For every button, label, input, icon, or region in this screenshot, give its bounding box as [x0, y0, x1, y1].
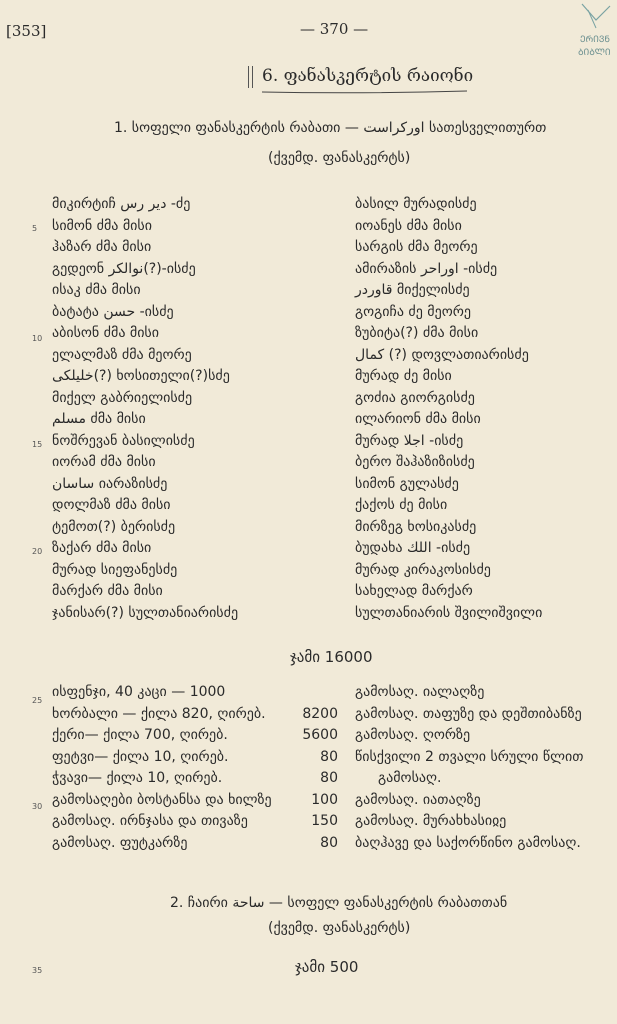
right-name-row: მირზეგ ხოსიკასძე [355, 518, 477, 535]
tax-right-row: გამოსაღ. თაფუზე და დეშთიბანზე [355, 705, 582, 722]
right-name-row: სულთანიარის შვილიშვილი [355, 604, 543, 621]
subsection-1-title: 1. სოფელი ფანასკერტის რაბათი — اوركراست სათესველითურთ [114, 120, 547, 136]
tax-right-row: გამოსაღ. მურახხასიჲე [355, 813, 507, 829]
tax-right-row: ბაღჰავე და საქორწინო გამოსაღ. [355, 834, 581, 851]
right-name-row: ილარიონ ძმა მისი [355, 411, 481, 427]
line-number: 20 [32, 547, 43, 556]
left-name-row: ჯანისარ(?) სულთანიარისძე [52, 604, 239, 621]
left-name-row: გედეონ نوالكر(?)-ისძე [52, 260, 196, 277]
right-name-row: სიმონ გულასძე [355, 475, 459, 492]
right-name-row: იოანეს ძმა მისი [355, 217, 462, 234]
subsection-2-note: (ქვემდ. ფანასკერტს) [268, 920, 411, 936]
section-title: 6. ფანასკერტის რაიონი [262, 66, 474, 86]
right-name-row: მურად კირაკოსისძე [355, 561, 491, 578]
tax-left-value: 5600 [302, 727, 338, 743]
subsection-2-title: 2. ჩაირი ساحة — სოფელ ფანასკერტის რაბათთან [170, 895, 508, 911]
tax-left-label: გამოსაღები ბოსტანსა და ხილზე [52, 791, 272, 808]
left-name-row: აბისონ ძმა მისი [52, 325, 159, 341]
section-underline [262, 90, 467, 94]
right-name-row: كمال (?) დოვლათიარისძე [355, 346, 529, 363]
right-name-row: გოგიჩა ძე მეორე [355, 303, 471, 320]
right-name-row: სახელად მარქარ [355, 583, 473, 599]
tax-left-label: ხორბალი — ქილა 820, ღირებ. [52, 705, 266, 722]
right-name-row: მურად اجلا -ისძე [355, 432, 464, 449]
line-number: 10 [32, 334, 43, 343]
right-name-row: ამირაზის اوراحر -ისძე [355, 260, 498, 277]
left-name-row: ტემოთ(?) ბერისძე [52, 518, 176, 535]
line-number: 5 [32, 224, 38, 233]
tax-left-value: 80 [320, 748, 338, 765]
section-bar [248, 66, 253, 88]
line-number: 25 [32, 696, 43, 705]
left-name-row: ელალმაზ ძმა მეორე [52, 346, 192, 363]
tax-right-row: გამოსაღ. [378, 770, 442, 786]
left-name-row: მარქარ ძმა მისი [52, 583, 163, 599]
tax-left-label: ჭვავი— ქილა 10, ღირებ. [52, 770, 223, 786]
page-number: — 370 — [300, 20, 369, 38]
tax-right-row: გამოსაღ. იალაღზე [355, 684, 485, 700]
tax-left-value: 100 [311, 791, 338, 808]
tax-left-label: ქერი— ქილა 700, ღირებ. [52, 727, 228, 743]
tax-left-value: 80 [320, 770, 338, 786]
left-name-row: مسلم ძმა მისი [52, 411, 146, 427]
tax-right-row: გამოსაღ. იათაღზე [355, 791, 481, 808]
tax-left-label: ფეტვი— ქილა 10, ღირებ. [52, 748, 229, 765]
tax-left-value: 80 [320, 834, 338, 851]
left-name-row: خليلكی(?) ხოსითელი(?)სძე [52, 368, 230, 384]
stamp-line1: ᲔᲠᲘᲕᲜ [580, 35, 610, 45]
left-name-row: სიმონ ძმა მისი [52, 217, 152, 234]
left-name-row: დოლმაზ ძმა მისი [52, 497, 171, 513]
tax-left-label: გამოსაღ. ირნჯასა და თივაზე [52, 813, 248, 829]
total-1: ჯამი 16000 [290, 648, 373, 666]
right-name-row: სარგის ძმა მეორე [355, 239, 478, 255]
right-name-row: მურად ძე მისი [355, 368, 452, 384]
left-name-row: ساسان იარაზისძე [52, 475, 168, 492]
right-name-row: قاوردر მიქელისძე [355, 282, 470, 298]
right-name-row: გოძია გიორგისძე [355, 389, 475, 406]
left-name-row: ჰაზარ ძმა მისი [52, 239, 152, 255]
left-name-row: მიქელ გაბრიელისძე [52, 389, 193, 406]
right-name-row: ქაქოს ძე მისი [355, 497, 448, 513]
right-name-row: ბასილ მურადისძე [355, 196, 477, 212]
tax-left-label: გამოსაღ. ფუტკარზე [52, 834, 188, 851]
left-name-row: ნოშრევან ბასილისძე [52, 432, 195, 449]
line-number: 15 [32, 440, 43, 449]
left-name-row: ზაქარ ძმა მისი [52, 540, 152, 556]
left-name-row: ბატატა حسن -ისძე [52, 303, 174, 320]
total-2: ჯამი 500 [295, 958, 359, 976]
line-number: 35 [32, 966, 43, 975]
left-name-row: იორამ ძმა მისი [52, 454, 156, 470]
left-name-row: მიკირტიჩ دیر رس -ძე [52, 196, 191, 212]
stamp-line2: ᲑᲘᲑᲚᲘ [578, 48, 611, 58]
left-name-row: ისაკ ძმა მისი [52, 282, 141, 298]
subsection-1-note: (ქვემდ. ფანასკერტს) [268, 150, 411, 166]
stamp-emblem-icon [566, 2, 617, 32]
tax-left-value: 150 [311, 813, 338, 829]
right-name-row: ბერო შაჰაზიზისძე [355, 454, 475, 470]
right-name-row: ზუბიტა(?) ძმა მისი [355, 325, 479, 341]
library-stamp [566, 2, 617, 58]
tax-left-label: ისფენჯი, 40 კაცი — 1000 [52, 684, 226, 700]
tax-right-row: წისქვილი 2 თვალი სრული წლით [355, 748, 584, 765]
tax-left-value: 8200 [302, 705, 338, 722]
line-number: 30 [32, 802, 43, 811]
left-name-row: მურად სიეფანესძე [52, 561, 178, 578]
right-name-row: ბუდახა اللك -ისძე [355, 540, 471, 556]
page-tag: [353] [6, 22, 47, 40]
tax-right-row: გამოსაღ. ღორზე [355, 727, 471, 743]
